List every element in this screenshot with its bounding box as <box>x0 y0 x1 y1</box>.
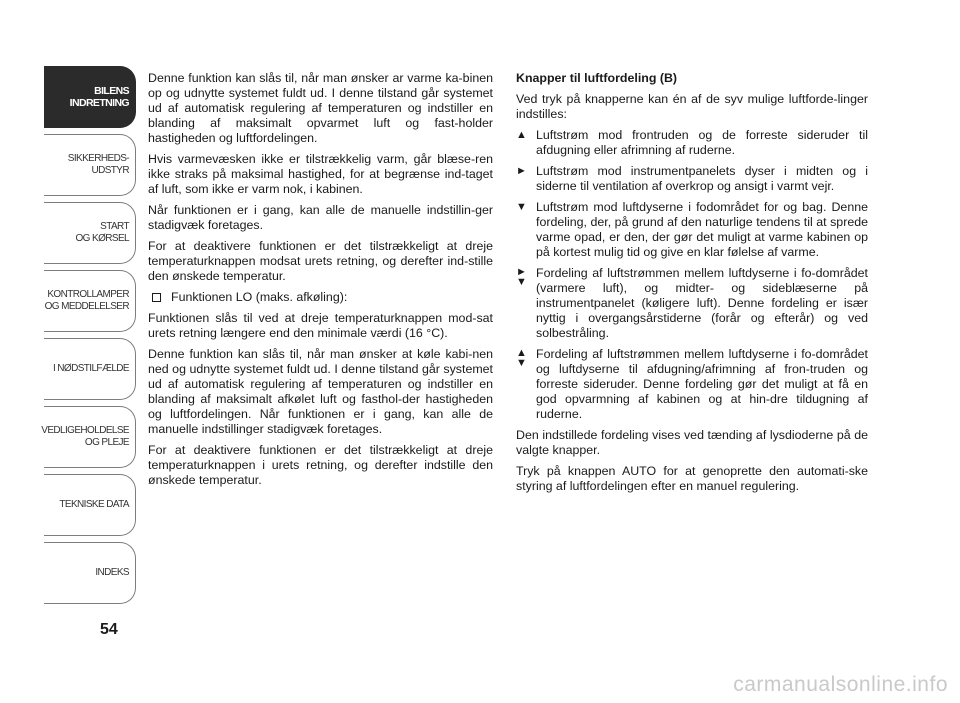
tab-label: INDEKS <box>95 567 129 578</box>
watermark: carmanualsonline.info <box>733 673 948 696</box>
tab-vedligeholdelse[interactable] <box>41 406 136 468</box>
list-item-text: Fordeling af luftstrømmen mellem luftdyserne i fo-dområdet (varmere luft), og midter- og sideblæserne på instrumentpanelet (køligere luft). Denne fordeling er især nyttig i overgangsårstiderne (forår og efterår) og ved solbestråling. <box>536 266 868 340</box>
tab-label: TEKNISKE DATA <box>59 499 129 510</box>
paragraph: Den indstillede fordeling vises ved tænding af lysdioderne på de valgte knapper. <box>516 428 868 457</box>
arrow-right-down-icon: ► ▼ <box>516 266 527 288</box>
lo-function-item <box>148 290 493 305</box>
tab-label: KONTROLLAMPER OG MEDDELELSER <box>44 289 129 312</box>
tab-sikkerhedsudstyr[interactable] <box>44 134 136 196</box>
paragraph: Tryk på knappen AUTO for at genoprette den automati-ske styring af luftfordelingen efter en manuel regulering. <box>516 464 868 493</box>
arrow-up-down-icon: ▲ ▼ <box>516 347 527 369</box>
paragraph: Denne funktion kan slås til, når man ønsker ar varme ka-binen op og udnytte systemet fuldt ud. I denne tilstand går systemet ud af automatisk regulering af temperaturen og indstiller en blanding af maksimalt opvarmet luft og fast-holder hastigheden og luftfordelingen. <box>148 71 493 145</box>
paragraph: For at deaktivere funktionen er det tilstrækkeligt at dreje temperaturknappen i urets retning, og derefter indstille den ønskede temperatur. <box>148 443 493 487</box>
tab-label: BILENS INDRETNING <box>69 85 129 109</box>
list-item <box>516 164 868 194</box>
left-column <box>148 71 493 494</box>
tab-label: VEDLIGEHOLDELSE OG PLEJE <box>41 425 129 448</box>
arrow-up-icon: ▲ <box>516 129 527 141</box>
tab-start-og-korsel[interactable] <box>44 202 136 264</box>
tab-kontrollamper[interactable] <box>44 270 136 332</box>
paragraph: Ved tryk på knapperne kan én af de syv mulige luftforde-linger indstilles: <box>516 92 868 121</box>
tab-bilens-indretning[interactable] <box>44 66 136 128</box>
tab-i-nodstilfaelde[interactable] <box>44 338 136 400</box>
arrow-right-icon: ► <box>516 165 527 177</box>
tab-label: START OG KØRSEL <box>75 221 129 244</box>
paragraph: For at deaktivere funktionen er det tilstrækkeligt at dreje temperaturknappen modsat urets retning, og derefter ind-stille den ønskede temperatur. <box>148 239 493 283</box>
list-item <box>516 266 868 341</box>
list-item-text: Luftstrøm mod luftdyserne i fodområdet for og bag. Denne fordeling, der, på grund af den naturlige tendens til at sprede varme opad, er den, der gør det muligt at varme kabinen op på kortest mulig tid og give en klar følelse af varme. <box>536 200 868 259</box>
list-item-text: Luftstrøm mod frontruden og de forreste sideruder til afdugning eller afrimning af ruderne. <box>536 128 868 157</box>
list-item <box>516 128 868 158</box>
tab-indeks[interactable] <box>44 542 136 604</box>
tab-label: I NØDSTILFÆLDE <box>52 363 129 374</box>
list-item-text: Fordeling af luftstrømmen mellem luftdyserne i fo-dområdet og luftdyserne til afdugning/afrimning af fron-truden og forreste sideruder. Denne fordeling gør det muligt at få en god opvarmning af kabinen og at hin-dre tildugning af ruderne. <box>536 347 868 421</box>
list-item <box>516 347 868 422</box>
page-number: 54 <box>100 621 118 638</box>
list-item <box>516 200 868 260</box>
section-heading: Knapper til luftfordeling (B) <box>516 71 678 85</box>
paragraph: Hvis varmevæsken ikke er tilstrækkelig varm, går blæse-ren ikke straks på maksimal hastighed, for at begrænse ind-taget af luft, som ikke er varm nok, i kabinen. <box>148 152 493 196</box>
paragraph: Når funktionen er i gang, kan alle de manuelle indstillin-ger stadigvæk foretages. <box>148 203 493 232</box>
lo-function-label: Funktionen LO (maks. afkøling): <box>171 290 348 304</box>
paragraph: Denne funktion kan slås til, når man ønsker at køle kabi-nen ned og udnytte systemet fuldt ud. I denne tilstand går systemet ud af automatisk regulering af temperaturen og indstiller en blanding af maksimalt afkølet luft og fasthol-der hastigheden og luftfordelingen. Når funktionen er i gang, kan alle de manuelle indstillinger stadigvæk foretages. <box>148 347 493 436</box>
tab-tekniske-data[interactable] <box>44 474 136 536</box>
right-column <box>516 71 868 500</box>
paragraph: Funktionen slås til ved at dreje temperaturknappen mod-sat urets retning længere end den minimale værdi (16 °C). <box>148 311 493 340</box>
arrow-down-icon: ▼ <box>516 201 527 213</box>
chapter-tabs <box>41 66 136 610</box>
list-item-text: Luftstrøm mod instrumentpanelets dyser i midten og i siderne til ventilation af overkrop og ansigt i varmt vejr. <box>536 164 868 193</box>
tab-label: SIKKERHEDS- UDSTYR <box>67 153 129 176</box>
checkbox-bullet-icon <box>152 293 161 302</box>
